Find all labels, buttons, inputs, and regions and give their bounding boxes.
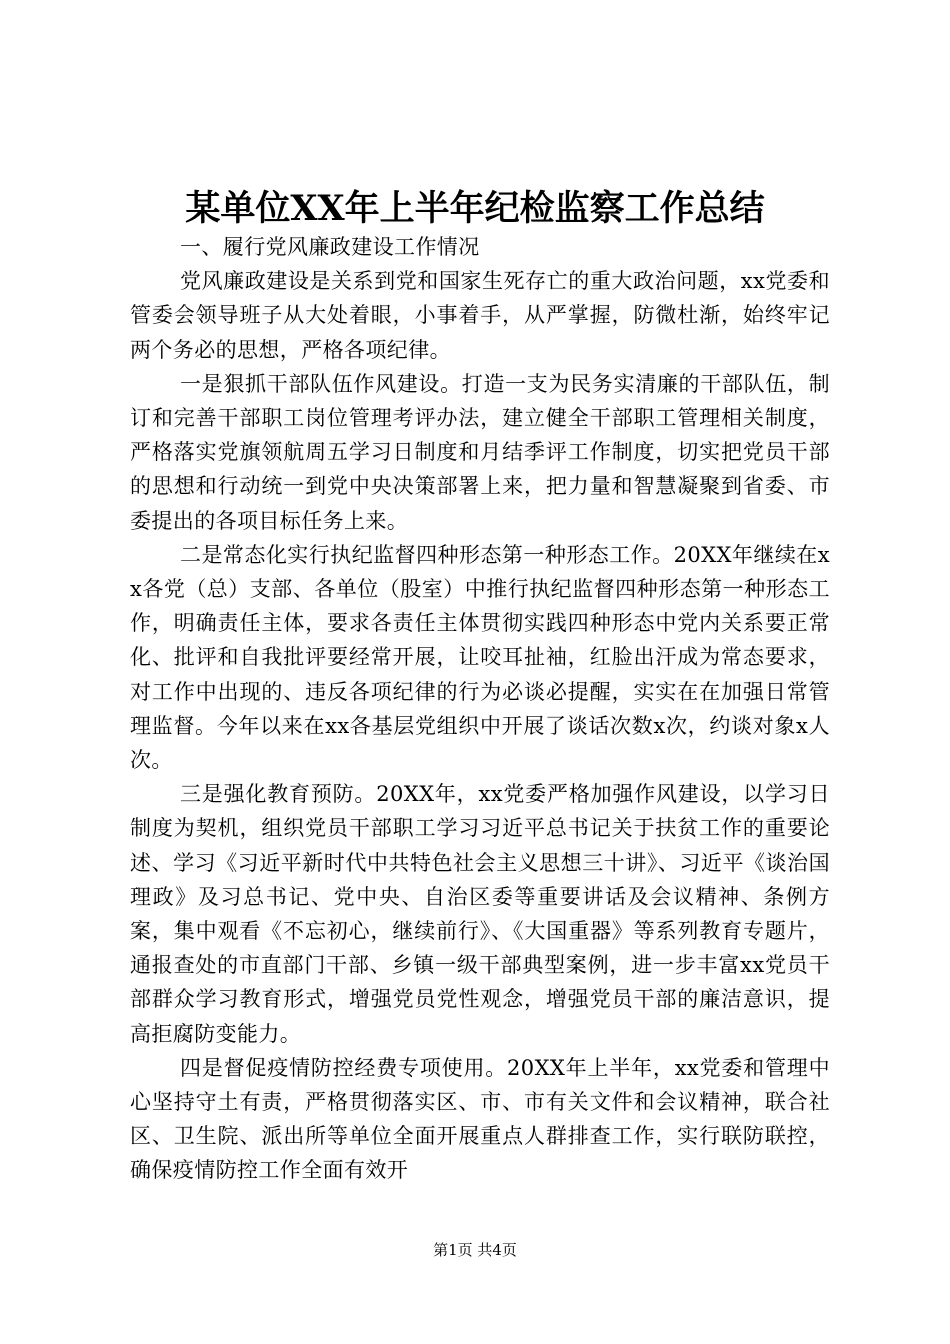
paragraph-point-three: 三是强化教育预防。20XX年，xx党委严格加强作风建设，以学习日制度为契机，组织党员干部职工学习习近平总书记关于扶贫工作的重要论述、学习《习近平新时代中共特色社会主义思想三十讲》、习近平《谈治国理政》及习总书记、党中央、自治区委等重要讲话及会议精神、条例方案，集中观看《不忘初心，继续前行》、《大国重器》等系列教育专题片，通报查处的市直部门干部、乡镇一级干部典型案例，进一步丰富xx党员干部群众学习教育形式，增强党员党性观念，增强党员干部的廉洁意识，提高拒腐防变能力。	[130, 782, 830, 1046]
page-number-footer: 第1页 共4页	[433, 1241, 517, 1259]
paragraph-point-one: 一是狠抓干部队伍作风建设。打造一支为民务实清廉的干部队伍，制订和完善干部职工岗位管理考评办法，建立健全干部职工管理相关制度，严格落实党旗领航周五学习日制度和月结季评工作制度，切实把党员干部的思想和行动统一到党中央决策部署上来，把力量和智慧凝聚到省委、市委提出的各项目标任务上来。	[130, 371, 830, 533]
paragraph-point-two: 二是常态化实行执纪监督四种形态第一种形态工作。20XX年继续在xx各党（总）支部、各单位（股室）中推行执纪监督四种形态第一种形态工作，明确责任主体，要求各责任主体贯彻实践四种形态中党内关系要正常化、批评和自我批评要经常开展，让咬耳扯袖，红脸出汗成为常态要求，对工作中出现的、违反各项纪律的行为必谈必提醒，实实在在加强日常管理监督。今年以来在xx各基层党组织中开展了谈话次数x次，约谈对象x人次。	[130, 542, 830, 773]
paragraph-point-four: 四是督促疫情防控经费专项使用。20XX年上半年，xx党委和管理中心坚持守土有责，严格贯彻落实区、市、市有关文件和会议精神，联合社区、卫生院、派出所等单位全面开展重点人群排查工作，实行联防联控，确保疫情防控工作全面有效开	[130, 1055, 830, 1183]
document-body	[130, 230, 830, 1188]
paragraph-intro: 党风廉政建设是关系到党和国家生死存亡的重大政治问题，xx党委和管委会领导班子从大处着眼，小事着手，从严掌握，防微杜渐，始终牢记两个务必的思想，严格各项纪律。	[130, 269, 830, 362]
document-title: 某单位XX年上半年纪检监察工作总结	[185, 188, 765, 229]
section-heading: 一、履行党风廉政建设工作情况	[180, 235, 480, 259]
